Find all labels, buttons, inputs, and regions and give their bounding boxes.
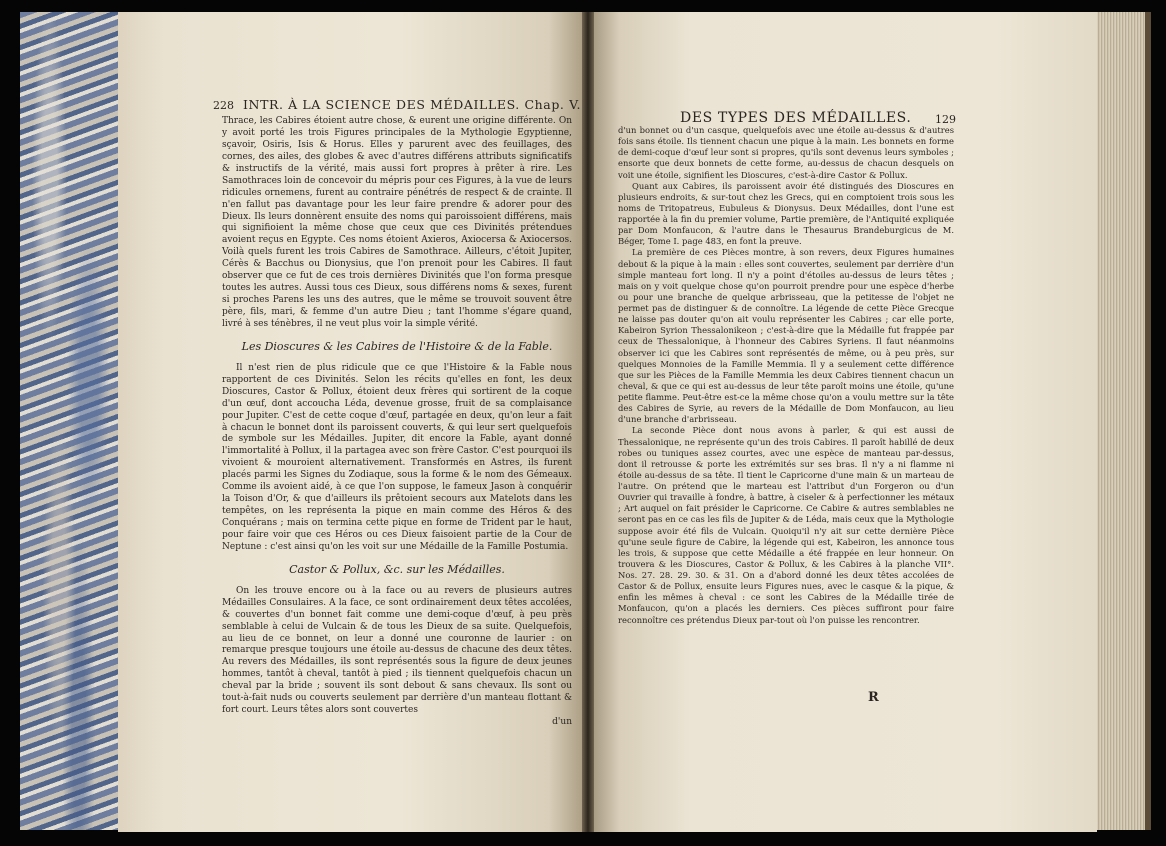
left-page-number: 228 — [213, 99, 234, 112]
signature-mark: R — [868, 690, 879, 705]
left-catchword: d'un — [552, 717, 572, 728]
left-section-heading-2: Castor & Pollux, &c. sur les Médailles. — [289, 562, 505, 576]
book-gutter — [582, 12, 594, 832]
left-section-heading-1: Les Dioscures & les Cabires de l'Histoire & de la Fable. — [241, 339, 553, 353]
left-paragraph-2: Il n'est rien de plus ridicule que ce que l'Histoire & la Fable nous rapportent de ces Divinités. Selon les récits qu'elles en font, les deux Dioscures, Castor & Pollux, étoient deux frères qui sortirent de la coque d'un œuf, dont accoucha Léda, devenue grosse, fruit de sa complaisance pour Jupiter. C'est de cette coque d'œuf, partagée en deux, qu'on leur a fait à chacun le bonnet dont ils paroissent couverts, & qui leur sert quelquefois de symbole sur les Médailles. Jupiter, dit encore la Fable, ayant donné l'immortalité à Pollux, il la partagea avec son frère Castor. C'est pourquoi ils vivoient & mouroient alternativement. Transformés en Astres, ils furent placés parmi les Signes du Zodiaque, sous la forme & le nom des Gémeaux. Comme ils avoient aidé, à ce que l'on suppose, le fameux Jason à conquérir la Toison d'Or, & que d'ailleurs ils prêtoient secours aux Matelots dans les tempêtes, on les représenta la pique en main comme des Héros & des Conquérans ; mais on termina cette pique en forme de Trident par le haut, pour faire voir que ces Héros ou ces Dieux faisoient partie de la Cour de Neptune : c'est ainsi qu'on les voit sur une Médaille de la Famille Postumia. — [222, 362, 572, 552]
page-fore-edge — [1097, 12, 1145, 830]
left-text-block — [222, 116, 572, 729]
right-text-block — [618, 125, 954, 626]
right-page-number: 129 — [935, 113, 956, 126]
right-paragraph-1: d'un bonnet ou d'un casque, quelquefois avec une étoile au-dessus & d'autres fois sans étoile. Ils tiennent chacun une pique à la main. Les bonnets en forme de demi-coque d'œuf leur sont si propres, qu'ils sont devenus leurs symboles ; ensorte que deux bonnets de cette forme, au-dessus de chacun desquels on voit une étoile, signifient les Dioscures, c'est-à-dire Castor & Pollux. — [618, 125, 954, 180]
right-paragraph-2: Quant aux Cabires, ils paroissent avoir été distingués des Dioscures en plusieurs endroits, & sur-tout chez les Grecs, qui en comptoient trois sous les noms de Tritopatreus, Eubuleus & Dionysus. Deux Médailles, dont l'une est rapportée à la fin du premier volume, Partie première, de l'Antiquité expliquée par Dom Monfaucon, & l'autre dans le Thesaurus Brandeburgicus de M. Béger, Tome I. page 483, en font la preuve. — [618, 180, 954, 247]
marbled-endpaper — [20, 12, 118, 830]
left-paragraph-1: Thrace, les Cabires étoient autre chose, & eurent une origine différente. On y avoit porté les trois Figures principales de la Mythologie Egyptienne, sçavoir, Osiris, Isis & Horus. Elles y parurent avec des feuillages, des cornes, des ailes, des globes & avec d'autres différens attributs significatifs & instructifs de la vérité, mais aussi fort propres à prêter à rire. Les Samothraces loin de concevoir du mépris pour ces Figures, à la vue de leurs ridicules ornemens, furent au contraire pénétrés de respect & de crainte. Il n'en fallut pas davantage pour les leur faire prendre & adorer pour des Dieux. Ils leurs donnèrent ensuite des noms qui paroissoient différens, mais qui signifioient la même chose que ceux que ces Divinités prétendues avoient reçus en Egypte. Ces noms étoient Axieros, Axiocersa & Axiocersos. Voilà quels furent les trois Cabires de Samothrace. Ailleurs, c'étoit Jupiter, Cérès & Bacchus ou Dionysius, que l'on prenoit pour les Cabires. Il faut observer que ce fut de ces trois dernières Divinités que l'on forma presque toutes les autres. Aussi tous ces Dieux, sous différens noms & sexes, furent si proches Parens les uns des autres, que le même se trouvoit souvent être père, fils, mari, & femme d'un autre Dieu ; tant l'homme s'égare quand, livré à ses ténèbres, il ne veut plus voir la simple vérité. — [222, 116, 572, 329]
cover-edge — [1145, 12, 1151, 830]
right-paragraph-3: La première de ces Pièces montre, à son revers, deux Figures humaines debout & la pique à la main : elles sont couvertes, seulement par derrière d'un simple manteau fort long. Il n'y a point d'étoiles au-dessus de leurs têtes ; mais on y voit quelque chose qu'on pourroit prendre pour une espèce d'herbe ou pour une branche de quelque arbrisseau, que la petitesse de l'objet ne permet pas de distinguer & de connoître. La légende de cette Pièce Grecque ne laisse pas douter qu'on ait voulu représenter les Cabires ; car elle porte, Kabeiron Syrion Thessalonikeon ; c'est-à-dire que la Médaille fut frappée par ceux de Thessalonique, à l'honneur des Cabires Syriens. Il faut néanmoins observer ici que les Cabires sont représentés de même, ou à peu près, sur quelques Monnoies de la Famille Memmia. Il y a seulement cette différence que sur les Pièces de la Famille Memmia les deux Cabires tiennent chacun un cheval, & que ce qui est au-dessus de leur tête paroît moins une étoile, qu'une petite flamme. Peut-être est-ce la même chose qu'on a voulu mettre sur la tête des Cabires de Syrie, au revers de la Médaille de Dom Monfaucon, au lieu d'une branche d'arbrisseau. — [618, 247, 954, 425]
right-running-head: DES TYPES DES MÉDAILLES. — [680, 110, 912, 126]
left-running-head: INTR. À LA SCIENCE DES MÉDAILLES. Chap. V. — [243, 97, 582, 112]
left-paragraph-3: On les trouve encore ou à la face ou au revers de plusieurs autres Médailles Consulaires. A la face, ce sont ordinairement deux têtes accolées, & couvertes d'un bonnet fait comme une demi-coque d'œuf, à peu près semblable à celui de Vulcain & de tous les Dieux de sa suite. Quelquefois, au lieu de ce bonnet, on leur a donné une couronne de laurier : on remarque presque toujours une étoile au-dessus de chacune des deux têtes. Au revers des Médailles, ils sont représentés sous la figure de deux jeunes hommes, tantôt à cheval, tantôt à pied ; ils tiennent quelquefois chacun un cheval par la bride ; souvent ils sont debout & sans chevaux. Ils sont ou tout-à-fait nuds ou couverts seulement par derrière d'un manteau flottant & fort court. Leurs têtes alors sont couvertes — [222, 585, 572, 716]
right-paragraph-4: La seconde Pièce dont nous avons à parler, & qui est aussi de Thessalonique, ne représente qu'un des trois Cabires. Il paroît habillé de deux robes ou tuniques assez courtes, avec une espèce de manteau par-dessus, dont il retrousse & porte les extrémités sur ses bras. Il n'y a ni flamme ni étoile au-dessus de sa tête. Il tient le Capricorne d'une main & un marteau de l'autre. On prétend que le marteau est l'attribut d'un Forgeron ou d'un Ouvrier qui travaille à fondre, à battre, à ciseler & à perfectionner les métaux ; Art auquel on fait présider le Capricorne. Ce Cabire & autres semblables ne seront pas en ce cas les fils de Jupiter & de Léda, mais ceux que la Mythologie suppose avoir été fils de Vulcain. Quoiqu'il n'y ait sur cette dernière Pièce qu'une seule figure de Cabire, la légende qui est, Kabeiron, les annonce tous les trois, & suppose que cette Médaille a été frappée en leur honneur. On trouvera & les Dioscures, Castor & Pollux, & les Cabires à la planche VII°. Nos. 27. 28. 29. 30. & 31. On a d'abord donné les deux têtes accolées de Castor & de Pollux, ensuite leurs Figures nues, avec le casque & la pique, & enfin les mêmes à cheval : ce sont les Cabires de la Médaille tirée de Monfaucon, qu'on a placés les derniers. Ces pièces suffiront pour faire reconnoître ces prétendus Dieux par-tout où l'on puisse les rencontrer. — [618, 425, 954, 625]
